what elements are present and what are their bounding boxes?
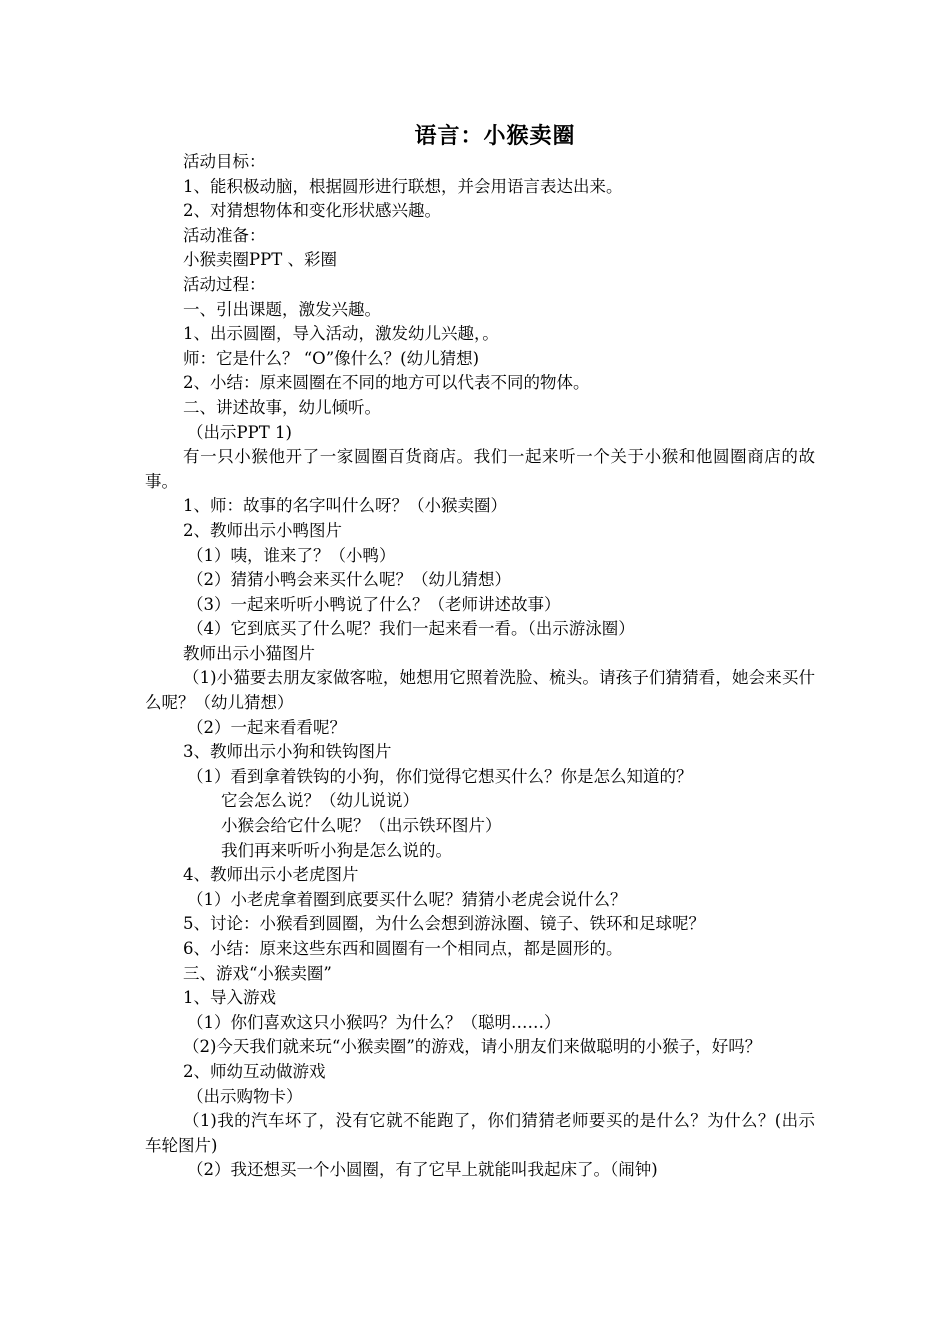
text-line: （3）一起来听听小鸭说了什么？（老师讲述故事） — [187, 594, 561, 614]
text-paragraph: （2)今天我们就来玩“小猴卖圈”的游戏，请小朋友们来做聪明的小猴子，好吗？ — [183, 1037, 762, 1057]
text-line: 它会怎么说？（幼儿说说） — [221, 791, 419, 811]
text-line: 1、出示圆圈，导入活动，激发幼儿兴趣，。 — [183, 324, 499, 344]
text-line: 师：它是什么？ “O”像什么？(幼儿猜想) — [183, 348, 480, 368]
text-line: 活动准备： — [183, 225, 266, 245]
text-line: （1）咦，谁来了？（小鸭） — [187, 545, 396, 565]
text-line: 2、师幼互动做游戏 — [183, 1061, 326, 1081]
text-line: 我们再来听听小狗是怎么说的。 — [221, 840, 452, 860]
text-line: 活动过程： — [183, 274, 266, 294]
text-paragraph: （1)小猫要去朋友家做客啦，她想用它照着洗脸、梳头。请孩子们猜猜看，她会来买什么呢？（幼儿猜想） — [145, 668, 815, 713]
text-line: 5、讨论：小猴看到圆圈，为什么会想到游泳圈、镜子、铁环和足球呢？ — [183, 914, 705, 934]
text-line: 3、教师出示小狗和铁钩图片 — [183, 742, 392, 762]
text-line: 1、能积极动脑，根据圆形进行联想，并会用语言表达出来。 — [183, 176, 623, 196]
text-line: 二、讲述故事，幼儿倾听。 — [183, 397, 381, 417]
text-line: 小猴卖圈PPT 、彩圈 — [183, 250, 337, 270]
text-line: 一、引出课题，激发兴趣。 — [183, 299, 381, 319]
text-line: （出示PPT 1) — [187, 422, 292, 442]
document-body — [145, 150, 815, 1183]
text-line: （1）看到拿着铁钩的小狗，你们觉得它想买什么？你是怎么知道的？ — [187, 766, 693, 786]
text-line: （1）你们喜欢这只小猴吗？为什么？（聪明……） — [187, 1012, 561, 1032]
text-line: （2）猜猜小鸭会来买什么呢？（幼儿猜想） — [187, 570, 511, 590]
text-paragraph: （1)我的汽车坏了，没有它就不能跑了，你们猜猜老师要买的是什么？为什么？(出示车轮图片) — [145, 1111, 815, 1155]
text-line: （2）我还想买一个小圆圈，有了它早上就能叫我起床了。（闹钟) — [187, 1160, 658, 1180]
text-paragraph: 有一只小猴他开了一家圆圈百货商店。我们一起来听一个关于小猴和他圆圈商店的故事。 — [145, 447, 815, 491]
text-line: 2、对猜想物体和变化形状感兴趣。 — [183, 201, 441, 221]
document-title: 语言：小猴卖圈 — [414, 124, 576, 149]
text-line: 小猴会给它什么呢？（出示铁环图片） — [221, 816, 502, 836]
text-line: 活动目标： — [183, 152, 266, 171]
text-line: 6、小结：原来这些东西和圆圈有一个相同点，都是圆形的。 — [183, 939, 623, 958]
text-line: （1）小老虎拿着圈到底要买什么呢？猜猜小老虎会说什么？ — [187, 889, 627, 909]
text-line: 2、小结：原来圆圈在不同的地方可以代表不同的物体。 — [183, 373, 590, 393]
text-line: 1、师：故事的名字叫什么呀？（小猴卖圈） — [183, 496, 507, 516]
text-line: 1、导入游戏 — [183, 988, 276, 1008]
text-line: （4）它到底买了什么呢？我们一起来看一看。（出示游泳圈） — [187, 619, 635, 639]
text-line: （2）一起来看看呢？ — [187, 717, 346, 737]
text-line: 4、教师出示小老虎图片 — [183, 865, 359, 885]
text-line: 教师出示小猫图片 — [183, 643, 315, 663]
text-line: 2、教师出示小鸭图片 — [183, 520, 342, 540]
text-line: （出示购物卡） — [187, 1086, 303, 1106]
text-line: 三、游戏“小猴卖圈” — [183, 963, 332, 983]
